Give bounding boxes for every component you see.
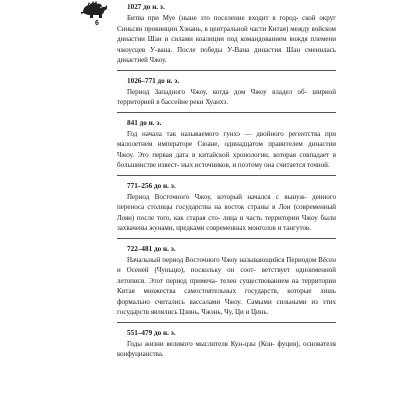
text-line: Год начала так называемого гунхэ — двойного регентства — [127, 129, 321, 138]
text-line: Период Западного Чжоу, когда дом Чжоу владел об- — [127, 87, 307, 96]
text-line: телен существованием на территории Китая множества — [117, 276, 336, 295]
text-line: коалиции под командованием вождя племени чжоусцев — [117, 35, 337, 54]
text-line: фуция), основателя конфуцианства. — [117, 339, 337, 358]
text-line: ных источников, и поэтому она считается точной. — [181, 161, 330, 169]
text-line: государств являлись Цзинь, Чжэнь, Чу, Ци и Цинь. — [117, 308, 269, 316]
text-line: правителем династии Чжоу. Это первая дата в китайской — [117, 140, 337, 159]
chronology-entry — [117, 118, 336, 171]
text-line: части Китая) между войском династии Шан и силами — [117, 24, 336, 43]
entry-date: 1027 до н. э. — [127, 3, 165, 11]
entry-divider — [117, 70, 336, 71]
text-line: хронологии, которая совпадает в большинстве извест- — [117, 150, 337, 169]
entry-divider — [117, 322, 336, 323]
chronology-entry — [117, 181, 336, 234]
entry-date: 551–479 до н. э. — [127, 328, 176, 337]
entry-divider — [117, 238, 336, 239]
chronology-entry — [117, 76, 336, 108]
text-line: Период Восточного Чжоу, который начался с вынуж- — [127, 192, 307, 201]
entry-text — [117, 339, 336, 360]
chronology-entry — [117, 328, 336, 360]
entry-divider — [117, 112, 336, 113]
text-line: лица и часть территории Чжоу были захвачены жунами, — [117, 213, 337, 232]
chronology-entry — [117, 244, 336, 318]
entry-date: 722–481 до н. э. — [127, 244, 176, 253]
text-line: У-вана. После победы У-Вана династия Шан сменилась — [150, 45, 336, 54]
text-line: ской округ Синьсян провинции Хэнань, в центральной — [117, 14, 336, 33]
text-line: в Лои (современный Лоян) после того, как старая сто- — [117, 203, 337, 222]
entry-text — [117, 87, 336, 108]
text-line: Годы жизни великого мыслителя Кун-цзы (Кон- — [127, 339, 275, 348]
text-line: династией Чжоу. — [117, 56, 167, 64]
entry-text — [117, 255, 336, 318]
entry-text — [117, 192, 336, 234]
text-line: самостоятельных государств, которые лишь формально — [117, 287, 336, 306]
entry-text — [117, 13, 336, 66]
text-line: предками современных монголов и тангутов. — [176, 224, 311, 232]
entry-date: 771–256 до н. э. — [127, 181, 176, 190]
text-line: ветствует одноименной летописи. Этот период примеча- — [117, 266, 336, 285]
text-line: при малолетнем императоре Сюане, одинадцатом — [117, 129, 337, 148]
text-line: считались вассалами Чжоу. Самыми сильными из этих — [154, 297, 336, 306]
entry-divider — [117, 175, 336, 176]
text-line: ширной территорией в бассейне реки Хуанхэ. — [117, 87, 336, 106]
entry-date: 1026–771 до н. э. — [127, 76, 180, 85]
entry-text — [117, 129, 336, 171]
entry-date: 841 до н. э. — [127, 118, 162, 127]
text-line: Начальный период Восточного Чжоу называющийся — [127, 255, 285, 264]
chronology-content — [117, 2, 336, 360]
lion-emblem-icon — [80, 0, 110, 20]
text-line: Периодом Вёсен и Осеней (Чуньцю), поскольку он соот- — [117, 255, 336, 274]
text-line: денного переноса столицы государства на восток страны — [117, 192, 336, 211]
text-line: Битва при Муе (ныне это поселение входит в город- — [127, 14, 299, 22]
chronology-entry — [117, 2, 336, 66]
page-number: 6 — [95, 20, 99, 27]
